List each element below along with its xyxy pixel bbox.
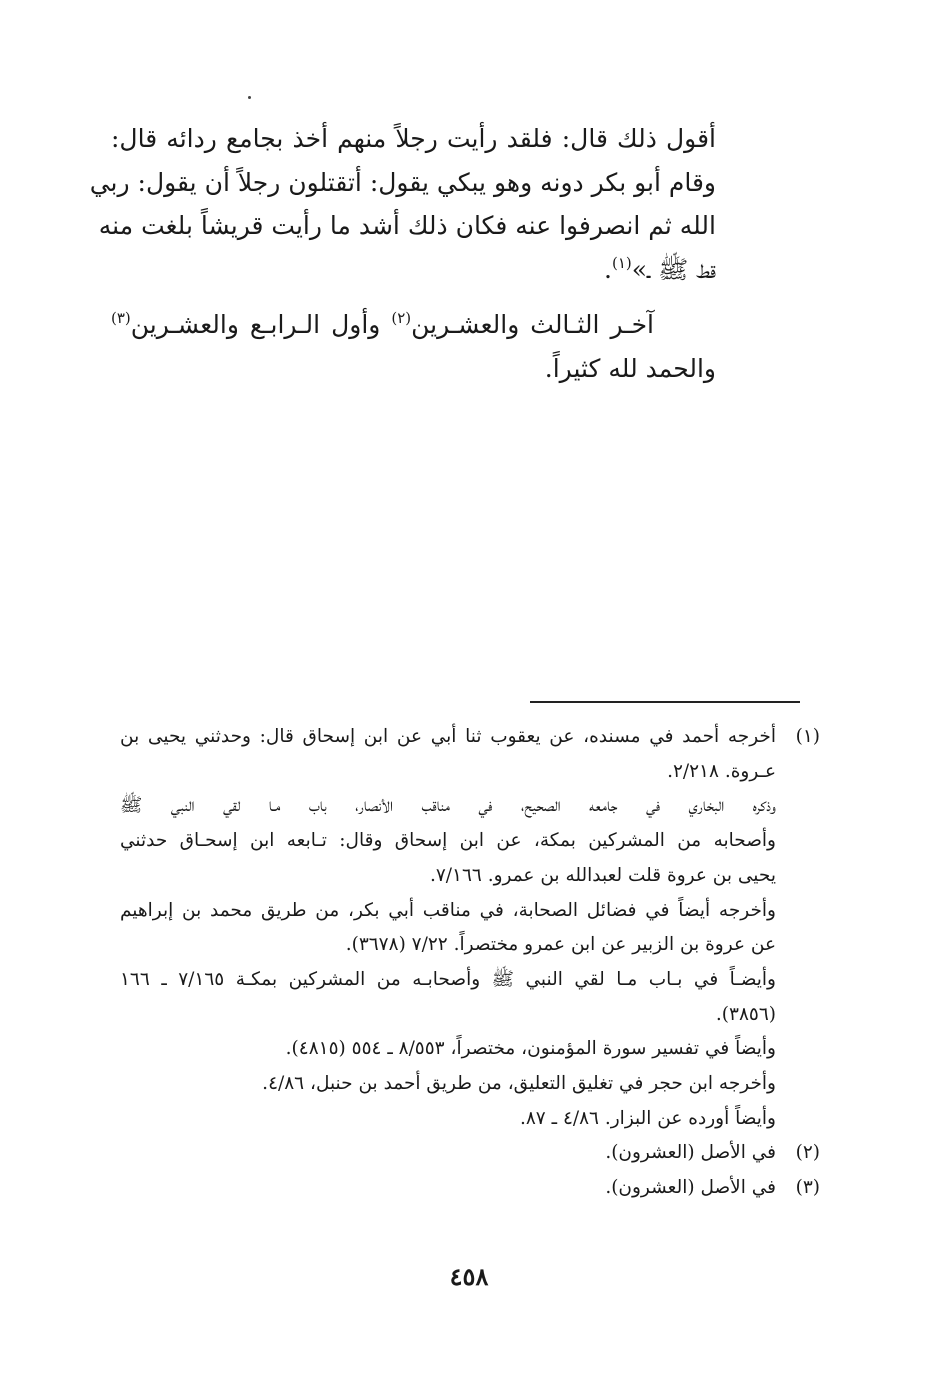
footnote-number: (٣) <box>795 1177 820 1199</box>
footnote-line: عـروة. ٢/٢١٨. <box>667 760 776 782</box>
footnote-1-part-7 <box>120 1102 820 1137</box>
footnote-line: وأخرجه ابن حجر في تغليق التعليق، من طريق أحمد بن حنبل، ٤/٨٦. <box>262 1073 776 1095</box>
footnote-body <box>120 1067 776 1102</box>
footnotes <box>120 720 820 1206</box>
footnote-line: وأصحابه من المشركين بمكة، عن ابن إسحاق وقال: تـابعه ابن إسحـاق حدثني <box>120 830 776 852</box>
main-line-3: الله ثم انصرفوا عنه فكان ذلك أشد ما رأيت قريشاً بلغت منه <box>98 211 716 240</box>
footnote-body <box>120 963 776 1032</box>
main-text <box>89 117 716 390</box>
footnote-number: (٢) <box>795 1142 820 1164</box>
footnote-separator <box>530 701 800 703</box>
footnote-line: وذكره البخاري في جامعه الصحيح، في مناقب الأنصار، باب مـا لقي النبي ﷺ <box>120 795 776 817</box>
footnote-body <box>120 1136 776 1171</box>
footnote-body <box>120 1032 776 1067</box>
footnote-1-part-5 <box>120 1032 820 1067</box>
footnote-line: يحيى بن عروة قلت لعبدالله بن عمرو. ٧/١٦٦. <box>429 864 776 886</box>
footnote-body <box>120 1171 776 1206</box>
footnote-line: عن عروة بن الزبير عن ابن عمرو مختصراً. ٧/٢٢ (٣٦٧٨). <box>345 934 776 956</box>
main-line-5 <box>111 303 716 347</box>
para2-part2: وأول الـرابـع والعشـرين <box>130 310 392 339</box>
footnote-3 <box>120 1171 820 1206</box>
footnote-line: (٣٨٥٦). <box>715 1003 776 1025</box>
para2-part1: آخـر الثـالث والعشـرين <box>411 310 654 339</box>
main-line-2: وقام أبو بكر دونه وهو يبكي يقول: أتقتلون رجلاً أن يقول: ربي <box>89 167 716 197</box>
scan-speck <box>248 96 251 99</box>
footnote-line: وأيضاً أورده عن البزار. ٤/٨٦ ـ ٨٧. <box>519 1107 776 1129</box>
footnote-1-part-2 <box>120 789 820 893</box>
footnote-1 <box>120 720 820 789</box>
footnote-line: وأخرجه أيضاً في فضائل الصحابة، في مناقب أبي بكر، من طريق محمد بن إبراهيم <box>120 899 776 921</box>
paragraph-1 <box>89 117 716 291</box>
page-number: ٤٥٨ <box>449 1262 489 1291</box>
footnote-1-part-3 <box>120 894 820 963</box>
footnote-line: في الأصل (العشرون). <box>605 1142 776 1164</box>
footnote-line: في الأصل (العشرون). <box>605 1177 776 1199</box>
footnote-2 <box>120 1136 820 1171</box>
footnote-marker-3: (٣) <box>111 309 131 327</box>
footnote-line: وأيضاً في تفسير سورة المؤمنون، مختصراً، ٨/٥٥٣ ـ ٥٥٤ (٤٨١٥). <box>285 1038 776 1060</box>
main-line-4 <box>111 248 716 292</box>
footnote-body <box>120 720 776 789</box>
main-line-6: والحمد لله كثيراً. <box>544 353 716 383</box>
footnote-1-part-6 <box>120 1067 820 1102</box>
footnote-body <box>120 789 776 893</box>
paragraph-2 <box>111 303 716 390</box>
footnote-line: أخرجه أحمد في مسنده، عن يعقوب ثنا أبي عن ابن إسحاق قال: وحدثني يحيى بن <box>120 726 776 747</box>
footnote-marker-1: (١) <box>611 253 632 272</box>
footnote-number: (١) <box>795 726 820 747</box>
main-line-4-text: قط ﷺ ـ» <box>631 254 716 284</box>
footnote-line: وأيضـاً في بـاب مـا لقي النبي ﷺ وأصحابـه من المشركين بمكـة ٧/١٦٥ ـ ١٦٦ <box>120 968 776 990</box>
footnote-1-part-4 <box>120 963 820 1032</box>
footnote-body <box>120 1102 776 1137</box>
footnote-body <box>120 894 776 963</box>
main-line-4-end: . <box>604 254 612 284</box>
footnote-marker-2: (٢) <box>391 309 412 327</box>
main-line-1: أقول ذلك قال: فلقد رأيت رجلاً منهم أخذ بجامع ردائه قال: <box>111 124 716 153</box>
